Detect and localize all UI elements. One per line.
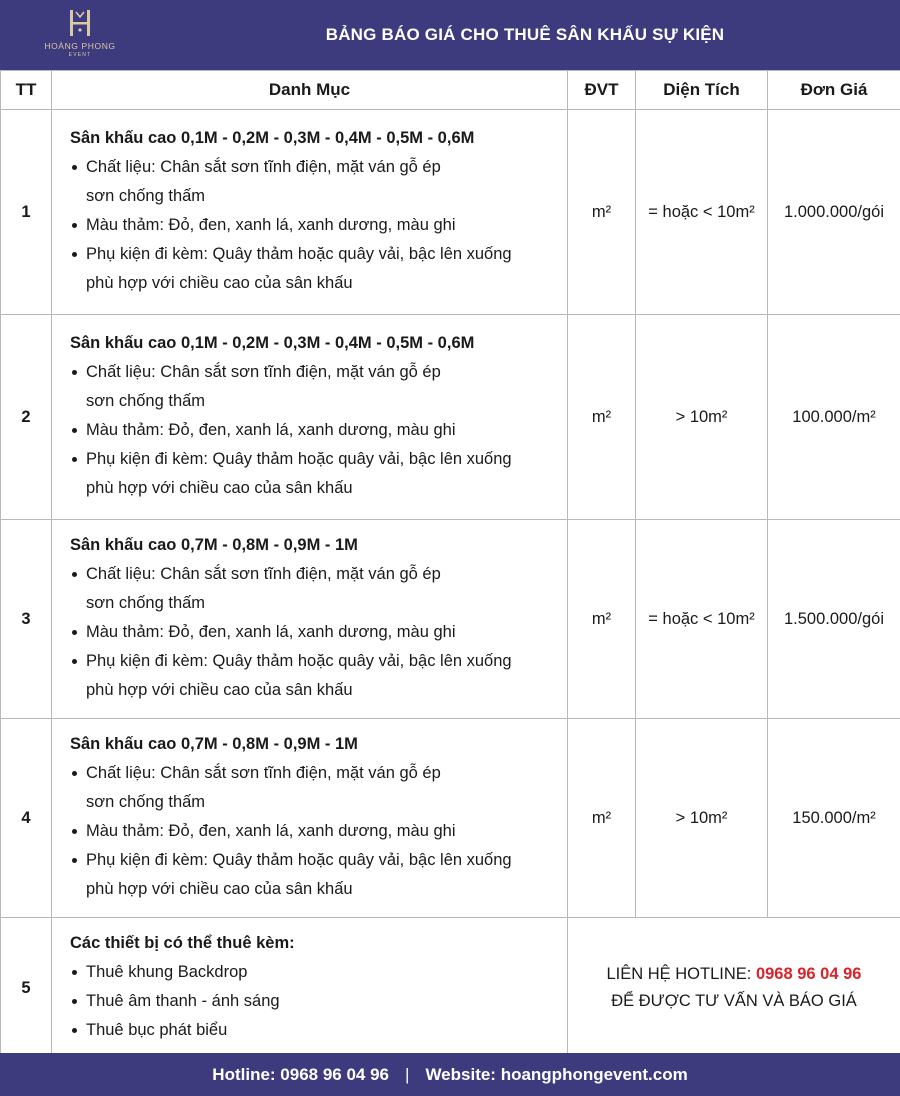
row-area: = hoặc < 10m² xyxy=(636,110,768,315)
footer-hotline[interactable]: Hotline: 0968 96 04 96 xyxy=(212,1064,390,1084)
row-number: 1 xyxy=(1,110,52,315)
bullet-material: Chất liệu: Chân sắt sơn tĩnh điện, mặt ván gỗ ép xyxy=(70,560,559,589)
row-description xyxy=(52,315,568,520)
page-title: BẢNG BÁO GIÁ CHO THUÊ SÂN KHẤU SỰ KIỆN xyxy=(325,25,725,44)
row-unit: m² xyxy=(568,719,636,918)
bullet-accessories-cont: phù hợp với chiều cao của sân khấu xyxy=(86,880,353,898)
header-unit: ĐVT xyxy=(568,71,636,110)
bullet-accessories-cont: phù hợp với chiều cao của sân khấu xyxy=(86,274,353,292)
bullet-accessories: Phụ kiện đi kèm: Quây thảm hoặc quây vải, bậc lên xuống xyxy=(70,445,559,474)
row-area: > 10m² xyxy=(636,719,768,918)
row-number: 2 xyxy=(1,315,52,520)
row-title: Sân khấu cao 0,1M - 0,2M - 0,3M - 0,4M - 0,5M - 0,6M xyxy=(70,334,475,352)
price-table xyxy=(0,70,900,1059)
bullet-material-cont: sơn chống thấm xyxy=(86,793,206,811)
row-area: > 10m² xyxy=(636,315,768,520)
row-price: 1.500.000/gói xyxy=(768,520,900,719)
bullet-accessories: Phụ kiện đi kèm: Quây thảm hoặc quây vải, bậc lên xuống xyxy=(70,846,559,875)
table-row xyxy=(1,520,900,719)
table-header-row xyxy=(1,71,900,110)
bullet-material-cont: sơn chống thấm xyxy=(86,594,206,612)
header-tt: TT xyxy=(1,71,52,110)
extra-item-backdrop: Thuê khung Backdrop xyxy=(70,958,559,987)
page-header xyxy=(0,0,900,70)
extra-item-podium: Thuê bục phát biểu xyxy=(70,1016,559,1045)
bullet-material-cont: sơn chống thấm xyxy=(86,392,206,410)
bullet-accessories: Phụ kiện đi kèm: Quây thảm hoặc quây vải, bậc lên xuống xyxy=(70,647,559,676)
bullet-accessories: Phụ kiện đi kèm: Quây thảm hoặc quây vải, bậc lên xuống xyxy=(70,240,559,269)
row-description xyxy=(52,520,568,719)
row-price: 100.000/m² xyxy=(768,315,900,520)
row-unit: m² xyxy=(568,520,636,719)
table-row xyxy=(1,719,900,918)
contact-cell xyxy=(568,918,900,1059)
row-title: Sân khấu cao 0,1M - 0,2M - 0,3M - 0,4M - 0,5M - 0,6M xyxy=(70,129,475,147)
bullet-material-cont: sơn chống thấm xyxy=(86,187,206,205)
row-title: Các thiết bị có thể thuê kèm: xyxy=(70,934,295,952)
contact-line-1 xyxy=(568,961,900,988)
bullet-material: Chất liệu: Chân sắt sơn tĩnh điện, mặt ván gỗ ép xyxy=(70,153,559,182)
row-unit: m² xyxy=(568,110,636,315)
contact-prefix: LIÊN HỆ HOTLINE: xyxy=(606,965,756,983)
logo-name: HOÀNG PHONG xyxy=(44,41,116,51)
row-area: = hoặc < 10m² xyxy=(636,520,768,719)
footer-separator: | xyxy=(405,1064,410,1084)
logo-mark-icon xyxy=(65,8,95,38)
row-number: 4 xyxy=(1,719,52,918)
brand-logo xyxy=(44,8,116,62)
bullet-carpet: Màu thảm: Đỏ, đen, xanh lá, xanh dương, màu ghi xyxy=(70,416,559,445)
bullet-accessories-cont: phù hợp với chiều cao của sân khấu xyxy=(86,479,353,497)
table-row xyxy=(1,110,900,315)
table-row-extras xyxy=(1,918,900,1059)
bullet-carpet: Màu thảm: Đỏ, đen, xanh lá, xanh dương, màu ghi xyxy=(70,817,559,846)
row-unit: m² xyxy=(568,315,636,520)
header-price: Đơn Giá xyxy=(768,71,900,110)
page-footer xyxy=(0,1053,900,1096)
header-area: Diện Tích xyxy=(636,71,768,110)
header-category: Danh Mục xyxy=(52,71,568,110)
row-price: 150.000/m² xyxy=(768,719,900,918)
table-row xyxy=(1,315,900,520)
row-price: 1.000.000/gói xyxy=(768,110,900,315)
bullet-carpet: Màu thảm: Đỏ, đen, xanh lá, xanh dương, màu ghi xyxy=(70,211,559,240)
bullet-accessories-cont: phù hợp với chiều cao của sân khấu xyxy=(86,681,353,699)
row-description xyxy=(52,719,568,918)
contact-line-2: ĐỂ ĐƯỢC TƯ VẤN VÀ BÁO GIÁ xyxy=(611,992,857,1010)
contact-hotline-number[interactable]: 0968 96 04 96 xyxy=(755,965,862,983)
bullet-material: Chất liệu: Chân sắt sơn tĩnh điện, mặt ván gỗ ép xyxy=(70,759,559,788)
row-title: Sân khấu cao 0,7M - 0,8M - 0,9M - 1M xyxy=(70,536,358,554)
extra-item-sound-light: Thuê âm thanh - ánh sáng xyxy=(70,987,559,1016)
row-number: 3 xyxy=(1,520,52,719)
row-number: 5 xyxy=(1,918,52,1059)
row-title: Sân khấu cao 0,7M - 0,8M - 0,9M - 1M xyxy=(70,735,358,753)
row-description xyxy=(52,918,568,1059)
logo-subtitle: EVENT xyxy=(68,52,92,58)
bullet-carpet: Màu thảm: Đỏ, đen, xanh lá, xanh dương, màu ghi xyxy=(70,618,559,647)
row-description xyxy=(52,110,568,315)
bullet-material: Chất liệu: Chân sắt sơn tĩnh điện, mặt ván gỗ ép xyxy=(70,358,559,387)
footer-website[interactable]: Website: hoangphongevent.com xyxy=(425,1064,688,1084)
